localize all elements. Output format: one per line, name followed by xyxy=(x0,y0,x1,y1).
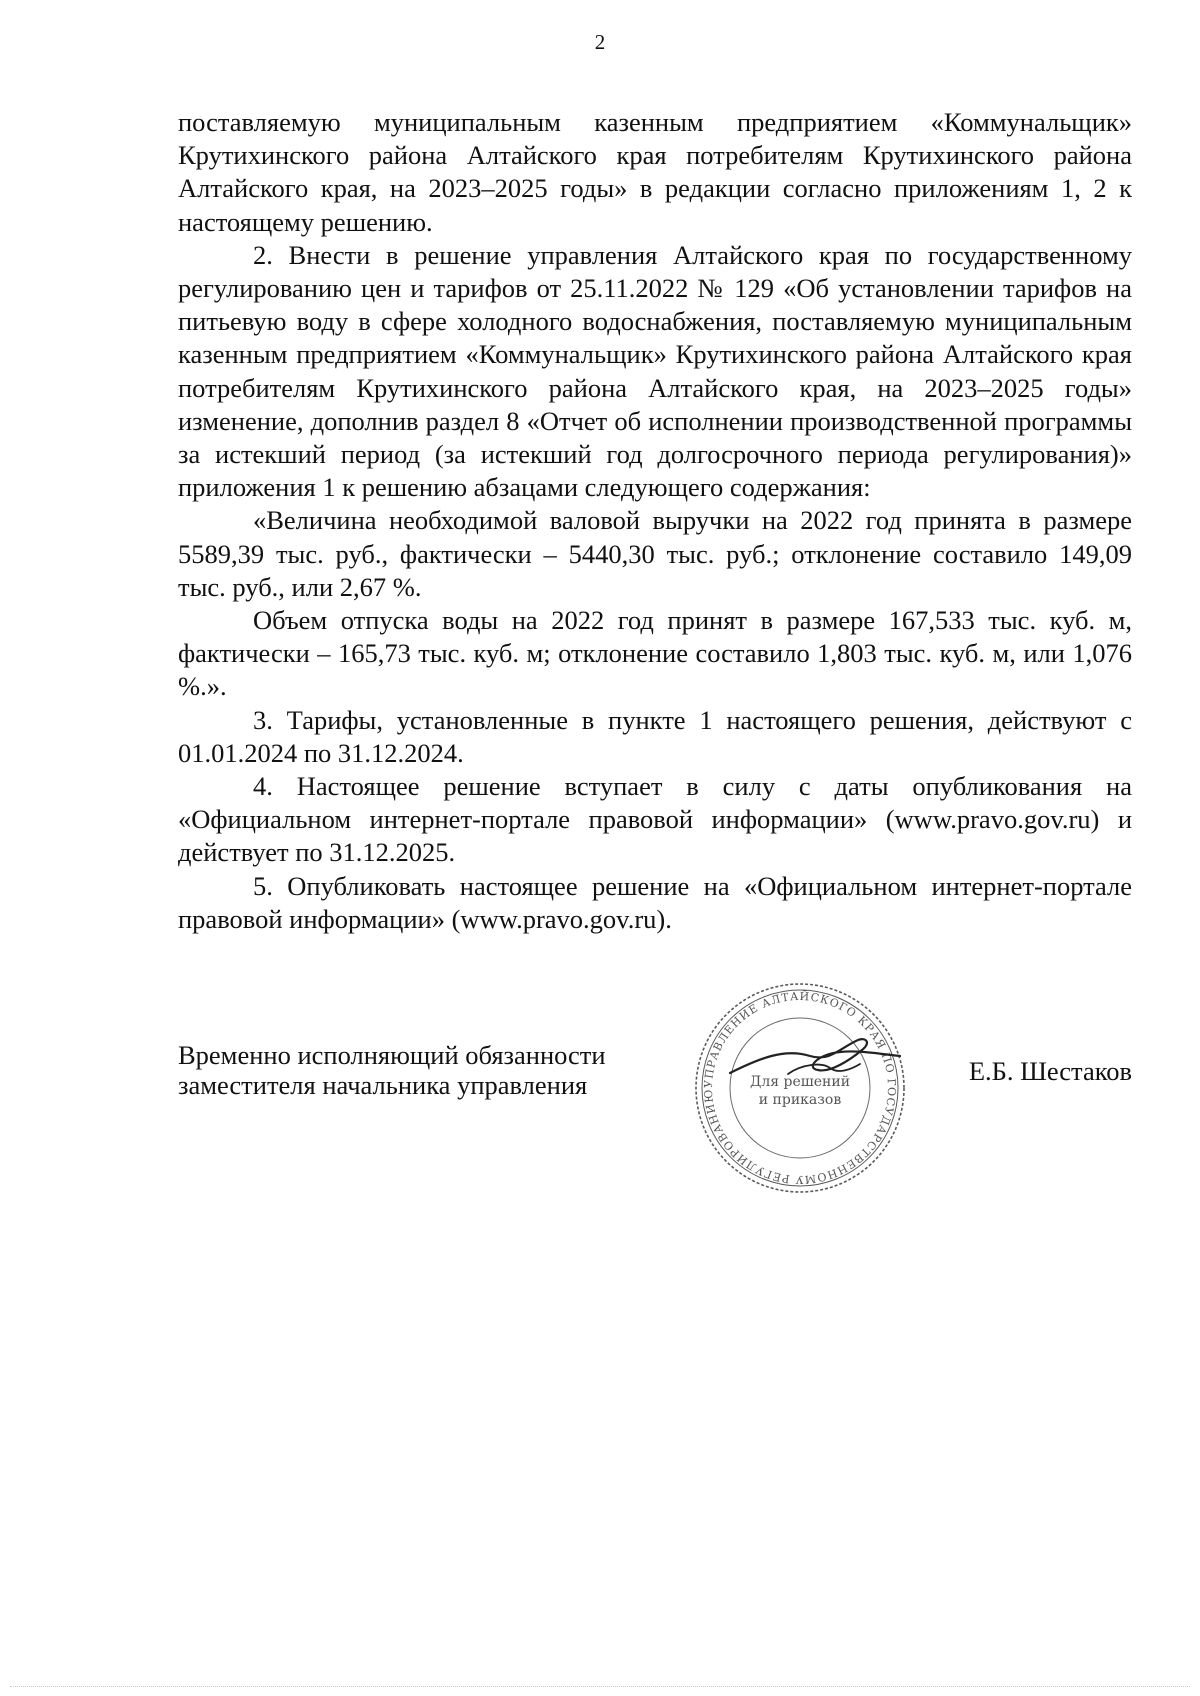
signatory-title-line2: заместителя начальника управления xyxy=(178,1070,588,1100)
signatory-title-line1: Временно исполняющий обязанности xyxy=(178,1040,606,1070)
paragraph-6: 5. Опубликовать настоящее решение на «Официальном интернет-портале правовой информации» (www.pravo.gov.ru). xyxy=(178,870,1132,934)
signatory-name: Е.Б. Шестаков xyxy=(968,1056,1132,1086)
paragraph-5: 4. Настоящее решение вступает в силу с даты опубликования на «Официальном интернет-портале правовой информации» (www.pravo.gov.ru) и действует по 31.12.2025. xyxy=(178,771,1132,868)
document-body xyxy=(178,106,1132,936)
paragraph-4: 3. Тарифы, установленные в пункте 1 настоящего решения, действуют с 01.01.2024 по 31.12.2024. xyxy=(178,704,1132,768)
seal-outer-text: УПРАВЛЕНИЕ АЛТАЙСКОГО КРАЯ ПО ГОСУДАРСТВЕННОМУ РЕГУЛИРОВАНИЮ xyxy=(701,989,899,1187)
seal-inner-line1: Для решений xyxy=(749,1074,851,1090)
paragraph-1: 2. Внести в решение управления Алтайского края по государственному регулированию цен и тарифов от 25.11.2022 № 129 «Об установлении тарифов на питьевую воду в сфере холодного водоснабжения, поставляемую муниципальным казенным предприятием «Коммунальщик» Крутихинского района Алтайского края потребителям Крутихинского района Алтайского края, на 2023–2025 годы» изменение, дополнив раздел 8 «Отчет об исполнении производственной программы за истекший период (за истекший год долгосрочного периода регулирования)» приложения 1 к решению абзацами следующего содержания: xyxy=(178,239,1132,503)
seal-inner-line2: и приказов xyxy=(758,1092,842,1108)
signature-block xyxy=(178,1040,1132,1120)
scan-edge-line xyxy=(10,1686,1190,1687)
signatory-title xyxy=(178,1040,678,1100)
paragraph-3: Объем отпуска воды на 2022 год принят в размере 167,533 тыс. куб. м, фактически – 165,73 тыс. куб. м; отклонение составило 1,803 тыс. куб. м, или 1,076 %.». xyxy=(178,605,1132,702)
paragraph-0: поставляемую муниципальным казенным предприятием «Коммунальщик» Крутихинского района Алтайского края потребителям Крутихинского района Алтайского края, на 2023–2025 годы» в редакции согласно приложениям 1, 2 к настоящему решению. xyxy=(178,107,1132,237)
page-number: 2 xyxy=(594,30,606,54)
paragraph-2: «Величина необходимой валовой выручки на 2022 год принята в размере 5589,39 тыс. руб., фактически – 5440,30 тыс. руб.; отклонение составило 149,09 тыс. руб., или 2,67 %. xyxy=(178,505,1132,602)
